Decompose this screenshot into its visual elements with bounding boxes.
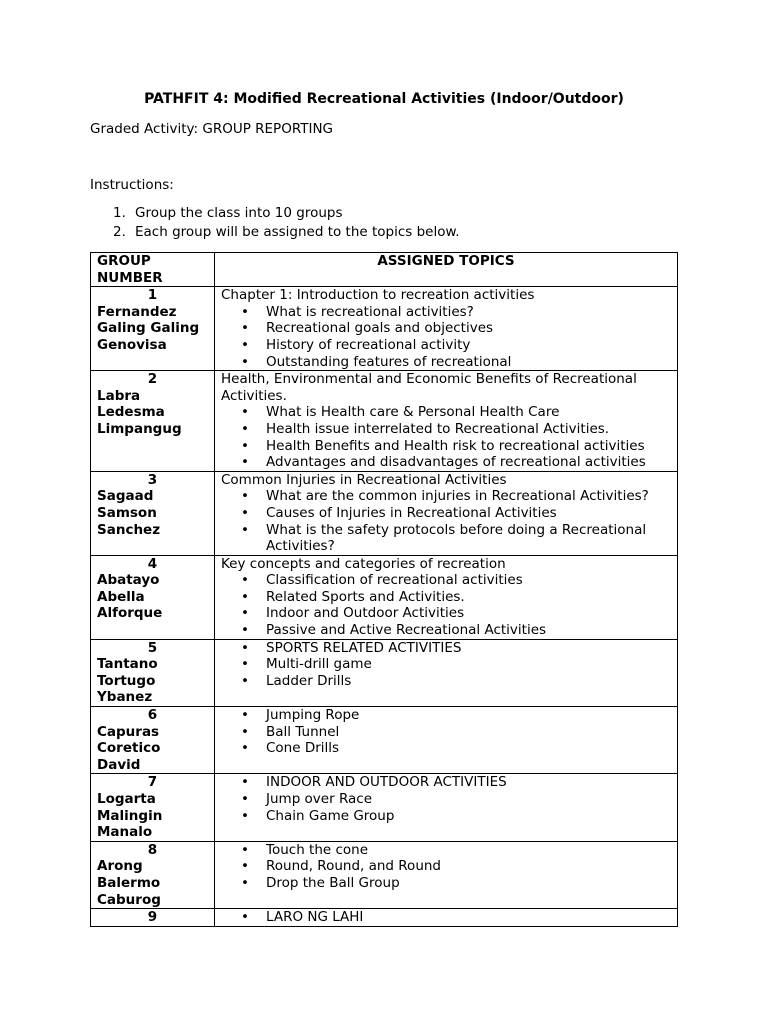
group-member: Genovisa	[97, 336, 167, 353]
group-number: 7	[147, 774, 158, 791]
topic-item: • What are the common injuries in Recreational Activities?	[221, 488, 671, 505]
topic-item: • Jump over Race	[221, 791, 671, 808]
topic-item: • Classification of recreational activities	[221, 572, 671, 589]
topic-item: • Cone Drills	[221, 740, 671, 757]
topic-item: • Related Sports and Activities.	[221, 589, 671, 606]
topic-list	[221, 640, 671, 690]
group-member: Tortugo	[97, 672, 156, 689]
group-member: Ybanez	[97, 689, 153, 706]
group-cell	[91, 707, 215, 774]
topic-list	[221, 707, 671, 757]
group-member: Capuras	[97, 723, 160, 740]
group-member: Malingin	[97, 807, 163, 824]
topic-list	[221, 304, 671, 370]
group-number: 9	[147, 909, 158, 926]
group-member: Galing Galing	[97, 320, 200, 337]
group-member: Sanchez	[97, 521, 161, 538]
group-number: 6	[147, 707, 158, 724]
table-row	[91, 841, 678, 908]
instruction-number: 1.	[113, 205, 126, 221]
topic-item: • Indoor and Outdoor Activities	[221, 605, 671, 622]
group-number: 1	[147, 287, 158, 304]
topic-list	[221, 774, 671, 824]
topic-item: • Advantages and disadvantages of recreational activities	[221, 454, 671, 471]
topic-item: • Health Benefits and Health risk to recreational activities	[221, 438, 671, 455]
activity-subtitle: Graded Activity: GROUP REPORTING	[90, 121, 334, 137]
header-group-number: GROUP NUMBER	[91, 253, 215, 287]
group-cell	[91, 555, 215, 639]
group-member: Logarta	[97, 791, 156, 807]
table-row	[91, 555, 678, 639]
group-member: Limpangug	[97, 420, 182, 437]
group-member: Coretico	[97, 740, 161, 757]
group-number: 4	[147, 555, 158, 572]
topic-item: • What is recreational activities?	[221, 304, 671, 321]
topics-cell	[215, 639, 678, 706]
topic-item: • LARO NG LAHI	[221, 909, 671, 926]
topic-list	[221, 404, 671, 470]
topic-item: • History of recreational activity	[221, 337, 671, 354]
topic-list	[221, 909, 671, 926]
group-number: 2	[147, 371, 158, 388]
group-member: Alforque	[97, 605, 163, 622]
page-title: PATHFIT 4: Modified Recreational Activities (Indoor/Outdoor)	[144, 91, 624, 107]
group-cell	[91, 774, 215, 841]
topic-item: • Multi-drill game	[221, 656, 671, 673]
topic-heading: Health, Environmental and Economic Benefits of Recreational Activities.	[221, 371, 637, 404]
table-row	[91, 909, 678, 927]
instructions-list	[90, 204, 460, 241]
topic-item: • Passive and Active Recreational Activities	[221, 622, 671, 639]
topic-item: • What is Health care & Personal Health Care	[221, 404, 671, 421]
group-number: 8	[147, 841, 158, 858]
table-row	[91, 287, 678, 371]
topic-item: • Recreational goals and objectives	[221, 320, 671, 337]
topics-cell	[215, 287, 678, 371]
table-row	[91, 471, 678, 555]
topics-table	[90, 252, 678, 927]
group-member: Arong	[97, 858, 143, 875]
header-assigned-topics: ASSIGNED TOPICS	[215, 253, 678, 287]
topic-item: • Ladder Drills	[221, 673, 671, 690]
topics-cell	[215, 774, 678, 841]
group-member: Abatayo	[97, 572, 160, 589]
table-row	[91, 774, 678, 841]
topics-cell	[215, 371, 678, 472]
group-member: Samson	[97, 504, 157, 521]
group-cell	[91, 841, 215, 908]
group-member: Abella	[97, 588, 145, 605]
topic-item: • Chain Game Group	[221, 808, 671, 825]
group-cell	[91, 287, 215, 371]
group-number: 3	[147, 471, 158, 488]
topic-item: • Health issue interrelated to Recreational Activities.	[221, 421, 671, 438]
topic-item: • Outstanding features of recreational	[221, 354, 671, 371]
group-cell	[91, 471, 215, 555]
group-member: Ledesma	[97, 404, 165, 421]
group-member: Tantano	[97, 656, 158, 673]
topic-heading: Key concepts and categories of recreation	[221, 555, 506, 572]
topic-item: • Round, Round, and Round	[221, 858, 671, 875]
instructions-heading: Instructions:	[90, 177, 174, 193]
group-cell	[91, 639, 215, 706]
table-row	[91, 371, 678, 472]
group-member: Manalo	[97, 824, 153, 841]
group-member: Fernandez	[97, 303, 177, 320]
table-row	[91, 639, 678, 706]
topic-item: • Drop the Ball Group	[221, 875, 671, 892]
instruction-number: 2.	[113, 223, 126, 240]
topic-heading: Chapter 1: Introduction to recreation activities	[221, 287, 535, 304]
instruction-text: Group the class into 10 groups	[135, 205, 343, 221]
instruction-text: Each group will be assigned to the topics below.	[135, 223, 460, 240]
group-number: 5	[147, 639, 158, 656]
topic-item: • Jumping Rope	[221, 707, 671, 724]
group-member: Balermo	[97, 874, 161, 891]
group-member: Caburog	[97, 891, 161, 908]
instruction-item	[90, 204, 460, 223]
topic-item: • Ball Tunnel	[221, 724, 671, 741]
group-cell	[91, 909, 215, 927]
topics-cell	[215, 471, 678, 555]
topic-item: • Touch the cone	[221, 842, 671, 859]
topics-cell	[215, 909, 678, 927]
topic-list	[221, 572, 671, 638]
topic-item: • INDOOR AND OUTDOOR ACTIVITIES	[221, 774, 671, 791]
table-header-row	[91, 253, 678, 287]
instruction-item	[90, 223, 460, 242]
topic-item: • SPORTS RELATED ACTIVITIES	[221, 640, 671, 657]
group-member: Sagaad	[97, 488, 154, 505]
topic-list	[221, 488, 671, 554]
topic-item: • What is the safety protocols before doing a Recreational Activities?	[221, 522, 671, 555]
group-cell	[91, 371, 215, 472]
topic-list	[221, 842, 671, 892]
topic-heading: Common Injuries in Recreational Activities	[221, 471, 507, 488]
group-member: Labra	[97, 387, 141, 404]
topics-cell	[215, 707, 678, 774]
topics-cell	[215, 555, 678, 639]
topic-item: • Causes of Injuries in Recreational Activities	[221, 505, 671, 522]
topics-cell	[215, 841, 678, 908]
table-row	[91, 707, 678, 774]
group-member: David	[97, 756, 141, 773]
